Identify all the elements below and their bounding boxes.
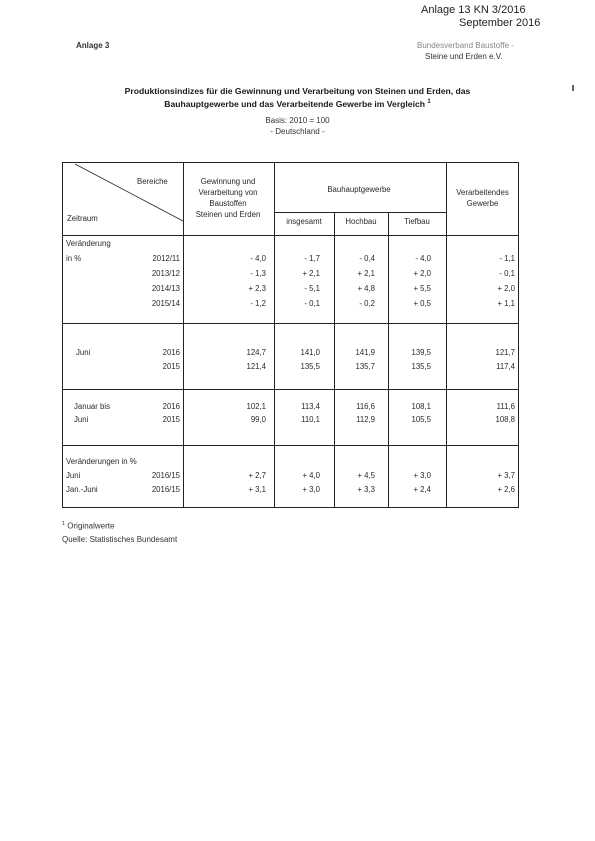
sec2-value: 135,5 xyxy=(411,362,431,371)
sec3-period: 2016 xyxy=(162,402,180,411)
footnote-text: Originalwerte xyxy=(67,521,115,531)
sec2-value: 121,4 xyxy=(246,362,266,371)
sec2-value: 121,7 xyxy=(495,348,515,357)
hline-bau xyxy=(275,212,446,213)
sec2-value: 117,4 xyxy=(496,362,515,371)
sec1-value: + 0,5 xyxy=(413,299,431,308)
corner-zeitraum: Zeitraum xyxy=(67,214,98,223)
sec3-period: 2015 xyxy=(162,415,180,424)
vline-5 xyxy=(446,163,447,507)
hline-4 xyxy=(63,445,518,446)
sec3-value: 110,1 xyxy=(301,415,320,424)
sec3-label-2: Juni xyxy=(74,415,89,424)
title-line-2 xyxy=(0,99,595,109)
sec1-label-2: in % xyxy=(66,254,82,263)
sec1-period: 2012/11 xyxy=(152,254,180,263)
sec4-value: + 4,5 xyxy=(357,471,375,480)
source-note: Quelle: Statistisches Bundesamt xyxy=(62,535,178,544)
sec1-value: + 1,1 xyxy=(497,299,515,308)
vline-4 xyxy=(388,213,389,507)
basis-label: Basis: 2010 = 100 xyxy=(265,116,330,125)
sec1-value: - 4,0 xyxy=(250,254,266,263)
sec1-period: 2015/14 xyxy=(151,299,180,308)
title-footnote-mark: 1 xyxy=(427,99,431,106)
footnote xyxy=(62,521,114,531)
sec1-value: + 4,8 xyxy=(357,284,375,293)
sec3-value: 108,1 xyxy=(411,402,431,411)
sec4-value: + 3,1 xyxy=(248,485,266,494)
sec1-value: - 0,1 xyxy=(499,269,515,278)
sec1-value: + 2,0 xyxy=(413,269,431,278)
sec3-value: 105,5 xyxy=(411,415,431,424)
sec2-label: Juni xyxy=(76,348,91,357)
sec1-value: - 4,0 xyxy=(415,254,431,263)
sec2-value: 141,9 xyxy=(355,348,375,357)
sec2-value: 135,5 xyxy=(300,362,320,371)
sec2-period: 2016 xyxy=(162,348,180,357)
sec1-period: 2014/13 xyxy=(151,284,180,293)
sec1-value: - 0,2 xyxy=(359,299,375,308)
sec4-value: + 3,0 xyxy=(413,471,431,480)
col-insgesamt: insgesamt xyxy=(286,217,322,226)
sec4-value: + 3,7 xyxy=(497,471,515,480)
col-hochbau: Hochbau xyxy=(345,217,377,226)
sec3-value: 108,8 xyxy=(495,415,515,424)
col-tiefbau: Tiefbau xyxy=(404,217,430,226)
sec2-value: 141,0 xyxy=(300,348,320,357)
sec1-value: - 5,1 xyxy=(304,284,320,293)
sec4-value: + 3,0 xyxy=(302,485,320,494)
vline-3 xyxy=(334,213,335,507)
sec1-value: + 2,3 xyxy=(248,284,266,293)
sec3-value: 116,6 xyxy=(356,402,375,411)
col-verarbeitend-2: Gewerbe xyxy=(466,199,499,208)
sec1-value: - 1,1 xyxy=(499,254,515,263)
sec3-value: 113,4 xyxy=(301,402,320,411)
anlage-label: Anlage 3 xyxy=(76,41,110,50)
sec4-row-label: Juni xyxy=(66,471,81,480)
sec3-value: 112,9 xyxy=(356,415,375,424)
sec3-value: 111,6 xyxy=(496,402,515,411)
stamp-line-1: Anlage 13 KN 3/2016 xyxy=(421,4,526,16)
col-gewinnung-2: Verarbeitung von xyxy=(198,188,258,197)
sec4-value: + 4,0 xyxy=(302,471,320,480)
footnote-mark: 1 xyxy=(62,521,66,527)
sec4-row-label: Jan.-Juni xyxy=(66,485,98,494)
sec2-value: 124,7 xyxy=(246,348,266,357)
sec1-value: - 0,4 xyxy=(359,254,375,263)
sec1-value: - 1,3 xyxy=(250,269,266,278)
col-gewinnung-1: Gewinnung und xyxy=(200,177,256,186)
sec4-label: Veränderungen in % xyxy=(66,457,137,466)
sec4-period: 2016/15 xyxy=(151,471,180,480)
col-gewinnung-3: Baustoffen xyxy=(209,199,247,208)
hline-3 xyxy=(63,389,518,390)
sec1-value: + 5,5 xyxy=(413,284,431,293)
col-verarbeitend-1: Verarbeitendes xyxy=(456,188,509,197)
sec2-value: 135,7 xyxy=(355,362,375,371)
sec4-value: + 3,3 xyxy=(357,485,375,494)
sec4-value: + 2,4 xyxy=(413,485,431,494)
sec4-value: + 2,6 xyxy=(497,485,515,494)
sec1-value: + 2,0 xyxy=(497,284,515,293)
sec3-value: 99,0 xyxy=(250,415,266,424)
sec1-label-1: Veränderung xyxy=(66,239,111,248)
sec1-period: 2013/12 xyxy=(151,269,180,278)
sec1-value: - 0,1 xyxy=(304,299,320,308)
sec2-value: 139,5 xyxy=(411,348,431,357)
sec4-value: + 2,7 xyxy=(248,471,266,480)
sec1-value: + 2,1 xyxy=(357,269,375,278)
sec3-value: 102,1 xyxy=(246,402,266,411)
corner-bereiche: Bereiche xyxy=(137,177,168,186)
sec2-period: 2015 xyxy=(162,362,180,371)
col-bauhauptgewerbe: Bauhauptgewerbe xyxy=(327,185,391,194)
sec4-period: 2016/15 xyxy=(151,485,180,494)
vline-2 xyxy=(274,163,275,507)
hline-2 xyxy=(63,323,518,324)
sec1-value: - 1,7 xyxy=(304,254,320,263)
org-line-1: Bundesverband Baustoffe - xyxy=(417,41,514,50)
stamp-line-2: September 2016 xyxy=(459,17,541,29)
corner-diagonal xyxy=(63,163,184,236)
org-line-2: Steine und Erden e.V. xyxy=(425,52,503,61)
title-line-1: Produktionsindizes für die Gewinnung und Verarbeitung von Steinen und Erden, das xyxy=(124,86,471,96)
sec1-value: + 2,1 xyxy=(302,269,320,278)
col-gewinnung-4: Steinen und Erden xyxy=(195,210,261,219)
sec3-label-1: Januar bis xyxy=(74,402,110,411)
title-line-2-text: Bauhauptgewerbe und das Verarbeitende Gewerbe im Vergleich xyxy=(164,99,426,109)
sec1-value: - 1,2 xyxy=(250,299,266,308)
region-label: - Deutschland - xyxy=(270,127,325,136)
